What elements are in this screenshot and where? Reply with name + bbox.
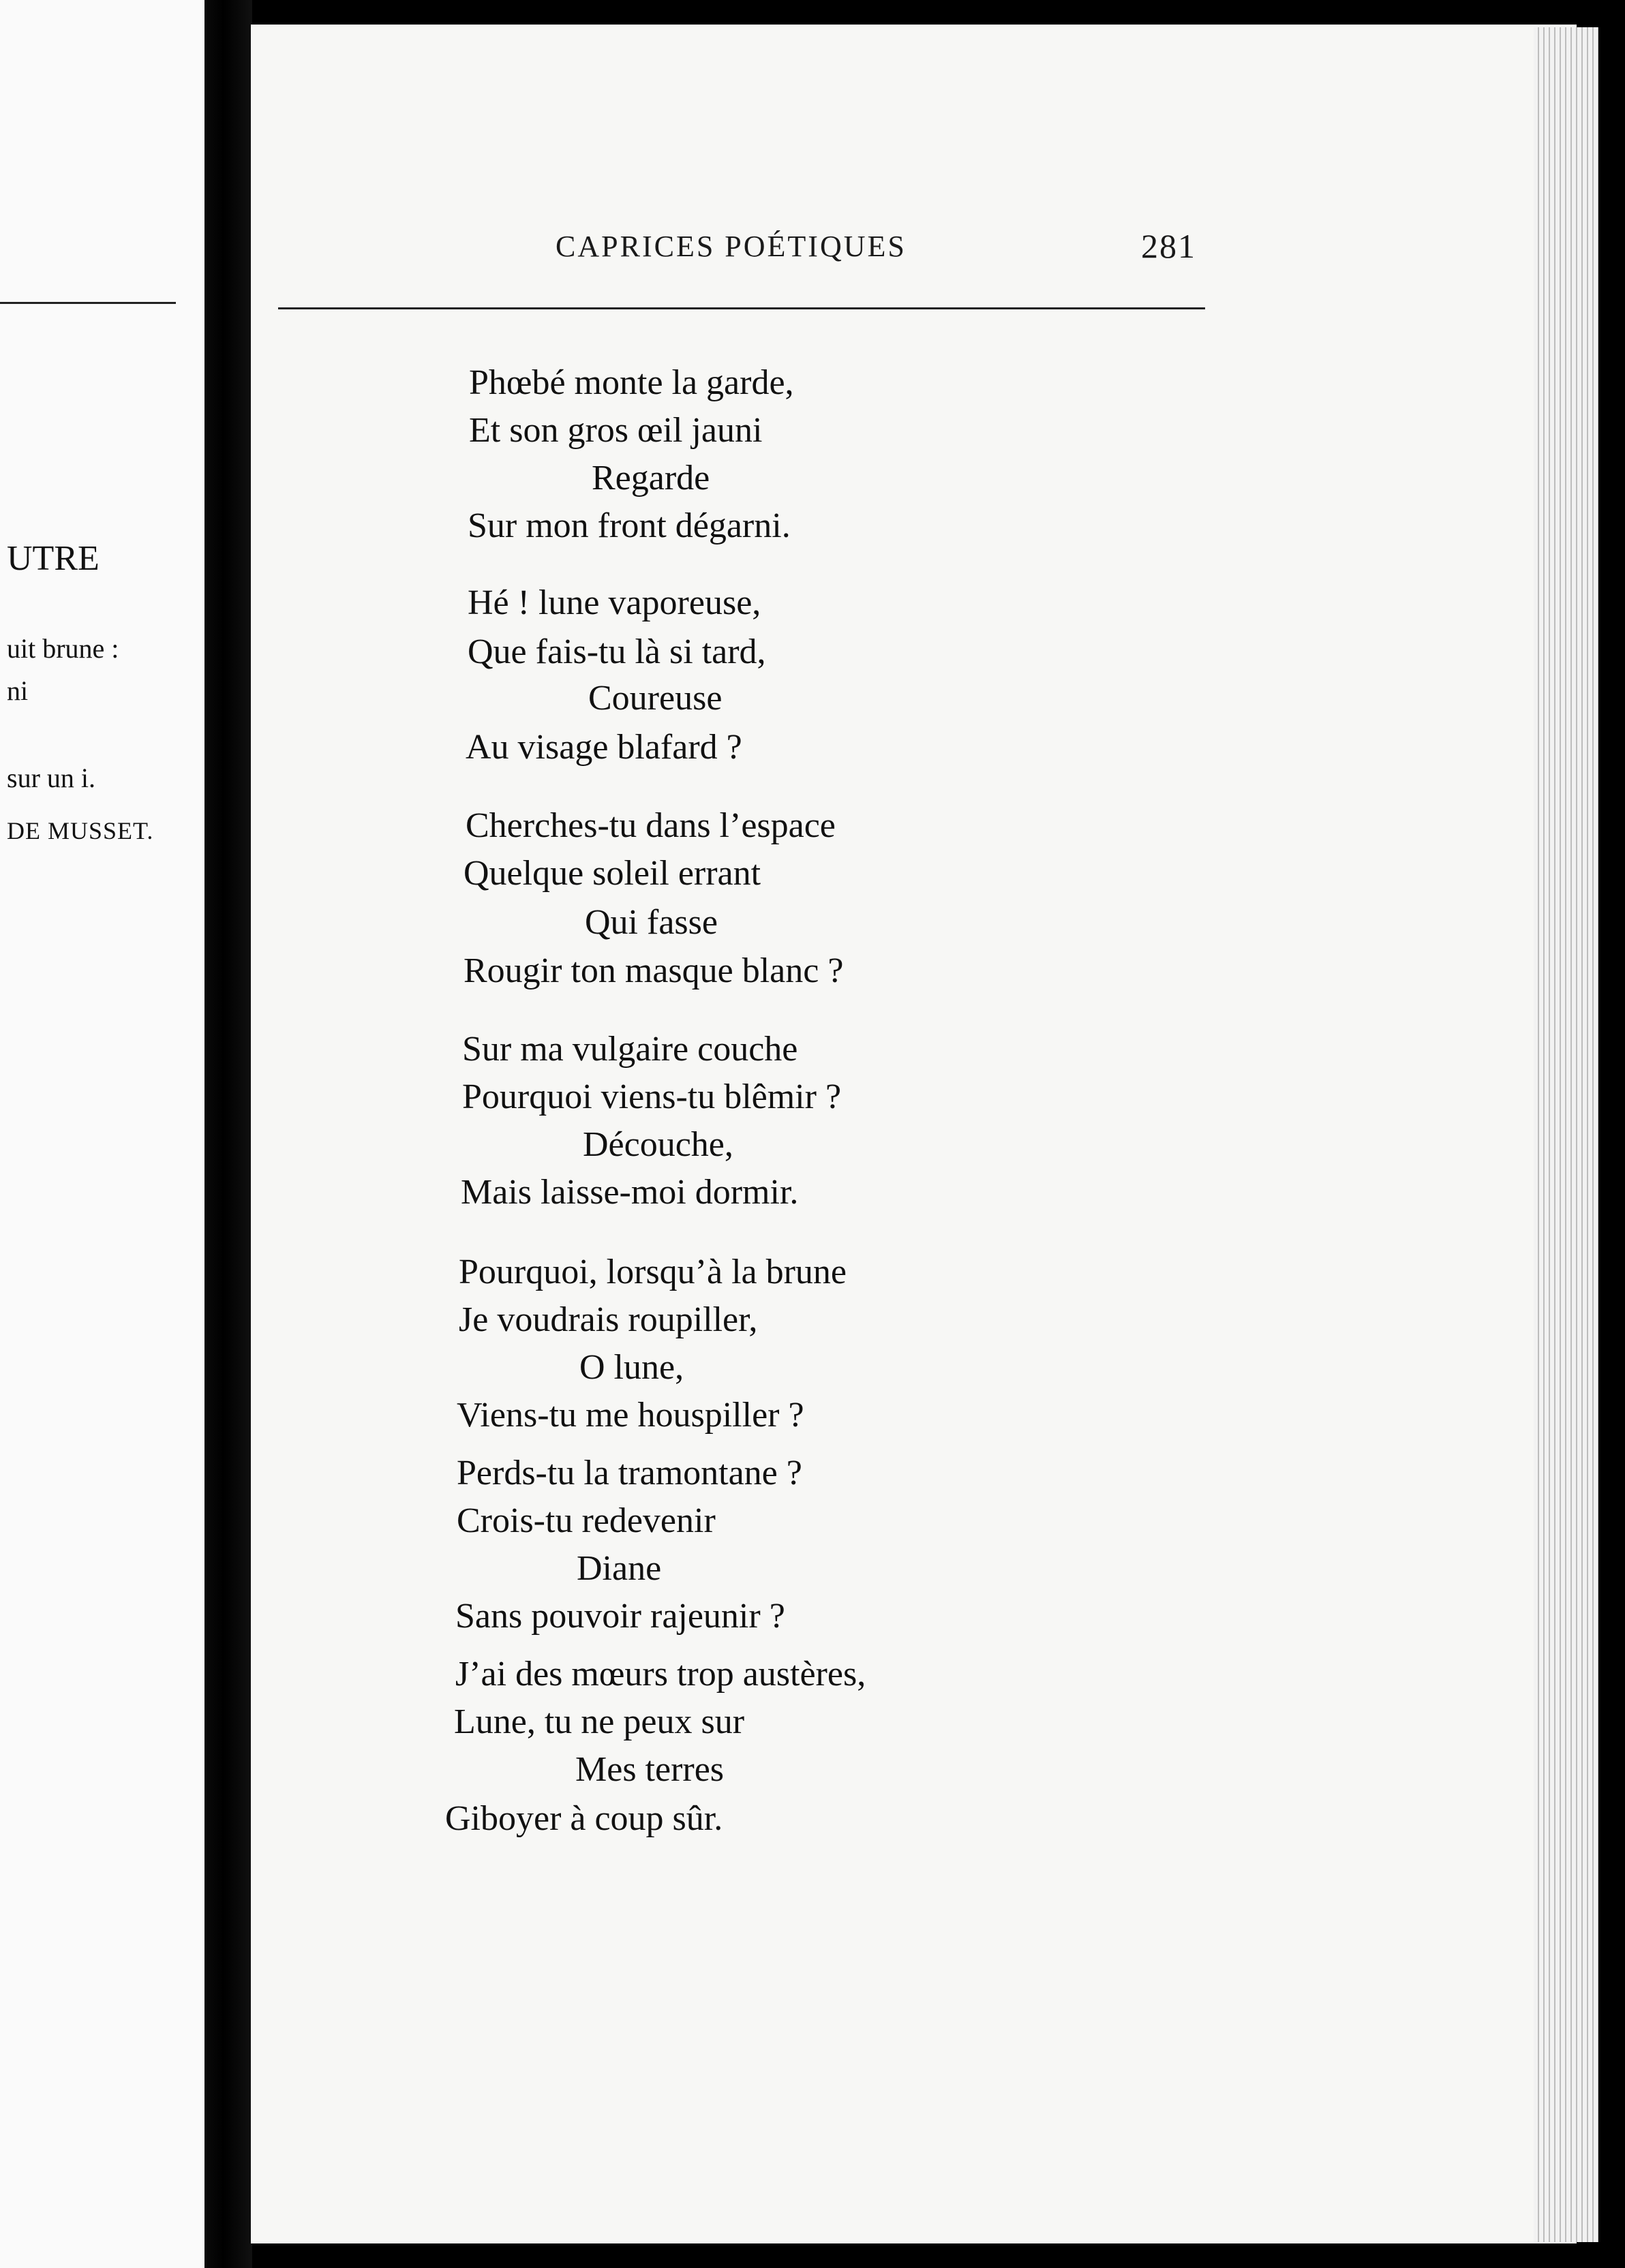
facing-page-fragment: sur un i. [7,763,95,793]
poem-line: Diane [577,1549,662,1588]
facing-page-fragment: ni [7,675,29,706]
poem-line: Cherches-tu dans l’espace [466,806,836,845]
book-page [251,25,1577,2243]
poem-line: Perds-tu la tramontane ? [457,1454,802,1492]
poem-line: Je voudrais roupiller, [459,1300,758,1339]
poem-line: Que fais-tu là si tard, [468,632,766,671]
poem-line: Giboyer à coup sûr. [445,1799,723,1838]
page-edges [1534,27,1598,2242]
poem-line: Regarde [592,459,710,497]
facing-page-fragment: DE MUSSET. [7,817,154,844]
poem-line: Crois-tu redevenir [457,1501,716,1540]
poem-line: Quelque soleil errant [464,854,761,893]
poem-line: Rougir ton masque blanc ? [464,951,844,990]
poem-line: Sur ma vulgaire couche [462,1030,798,1069]
poem-line: Coureuse [588,679,723,718]
running-head: CAPRICES POÉTIQUES [556,230,907,263]
poem-line: Viens-tu me houspiller ? [457,1396,804,1435]
facing-page-fragment: uit brune : [7,633,119,664]
facing-page-rule [0,302,176,304]
poem-line: O lune, [579,1348,684,1387]
poem-line: Sur mon front dégarni. [468,506,791,545]
poem-line: Mais laisse-moi dormir. [461,1173,799,1212]
poem-line: J’ai des mœurs trop austères, [455,1655,866,1694]
poem-line: Découche, [583,1125,733,1164]
poem-line: Et son gros œil jauni [469,411,763,450]
facing-page-fragment: UTRE [7,539,100,578]
facing-page [0,0,204,2268]
poem-line: Pourquoi viens-tu blêmir ? [462,1077,842,1116]
poem-line: Lune, tu ne peux sur [454,1702,745,1741]
poem-line: Mes terres [575,1750,725,1789]
poem-line: Hé ! lune vaporeuse, [468,583,761,622]
page-number: 281 [1141,227,1196,265]
poem-line: Qui fasse [585,903,718,942]
header-rule [278,307,1205,309]
book-gutter [204,0,252,2268]
poem-line: Phœbé monte la garde, [469,363,794,402]
poem-line: Sans pouvoir rajeunir ? [455,1597,785,1636]
poem-line: Au visage blafard ? [466,728,742,767]
poem-line: Pourquoi, lorsqu’à la brune [459,1253,847,1291]
